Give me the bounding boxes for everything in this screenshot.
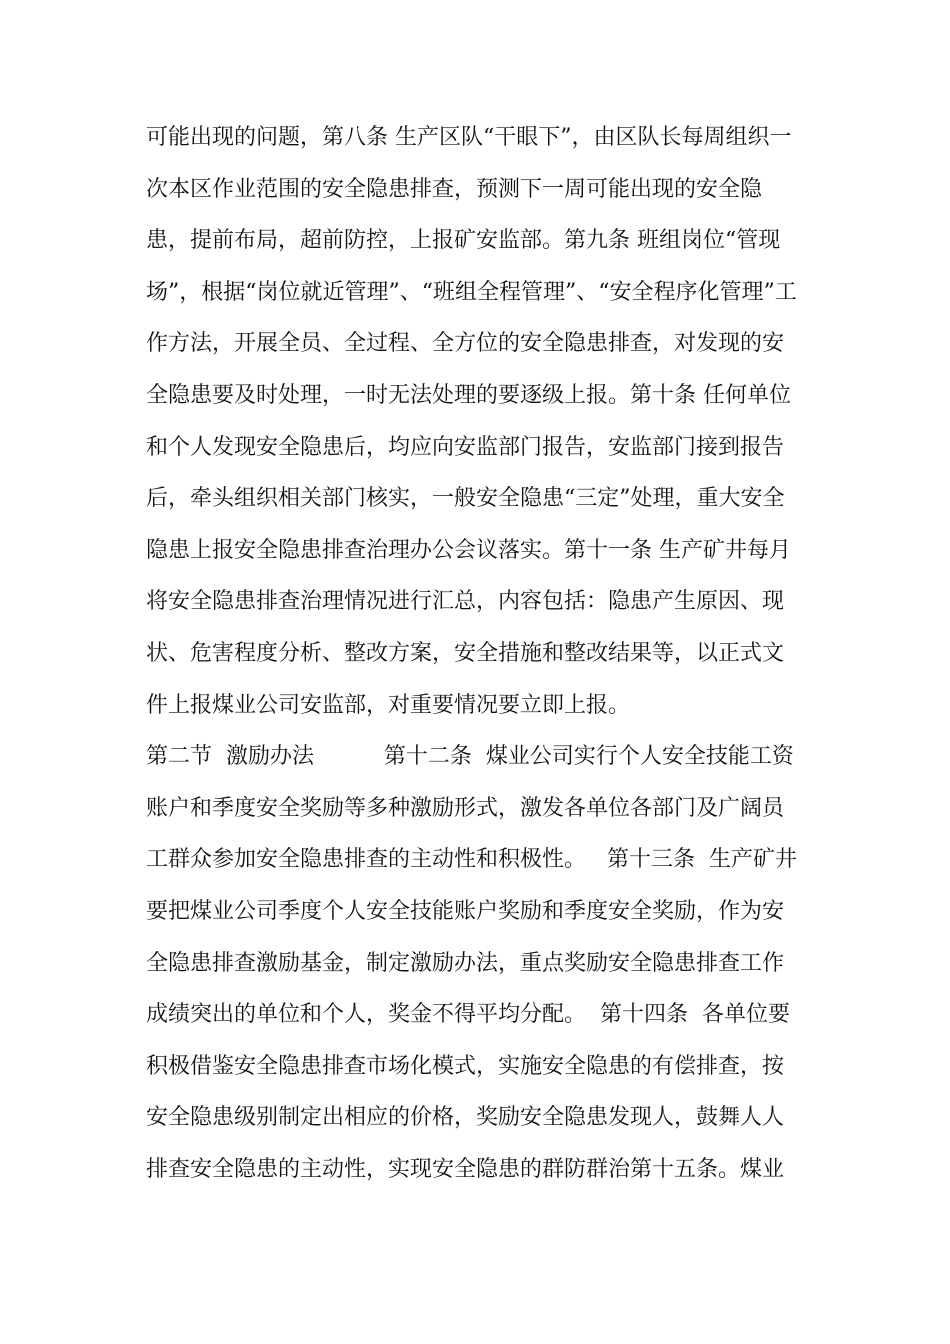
text-line: 将安全隐患排查治理情况进行汇总，内容包括：隐患产生原因、现 (146, 589, 785, 615)
text-line: 患，提前布局，超前防控，上报矿安监部。第九条 班组岗位“管现 (146, 228, 781, 254)
body-text (146, 118, 806, 1201)
text-line: 隐患上报安全隐患排查治理办公会议落实。第十一条 生产矿井每月 (146, 537, 791, 563)
text-line: 账户和季度安全奖励等多种激励形式，激发各单位各部门及广阔员 (146, 795, 785, 821)
text-line: 后，牵头组织相关部门核实，一般安全隐患“三定”处理，重大安全 (146, 486, 785, 512)
text-line: 和个人发现安全隐患后，均应向安监部门报告，安监部门接到报告 (146, 434, 785, 460)
text-line: 全隐患要及时处理，一时无法处理的要逐级上报。第十条 任何单位 (146, 382, 791, 408)
text-line: 安全隐患级别制定出相应的价格，奖励安全隐患发现人，鼓舞人人 (146, 1105, 785, 1131)
text-line: 状、危害程度分析、整改方案，安全措施和整改结果等，以正式文 (146, 640, 785, 666)
text-line: 全隐患排查激励基金，制定激励办法，重点奖励安全隐患排查工作 (146, 950, 785, 976)
text-line: 作方法，开展全员、全过程、全方位的安全隐患排查，对发现的安 (146, 331, 785, 357)
text-line: 可能出现的问题，第八条 生产区队“干眼下”，由区队长每周组织一 (146, 125, 792, 150)
text-line: 次本区作业范围的安全隐患排查，预测下一周可能出现的安全隐 (146, 176, 763, 202)
text-line: 工群众参加安全隐患排查的主动性和积极性。 第十三条 生产矿井 (146, 847, 797, 873)
text-line: 场”，根据“岗位就近管理”、“班组全程管理”、“安全程序化管理”工 (146, 279, 797, 305)
text-line: 排查安全隐患的主动性，实现安全隐患的群防群治第十五条。煤业 (146, 1156, 785, 1182)
text-line: 积极借鉴安全隐患排查市场化模式，实施安全隐患的有偿排查，按 (146, 1053, 785, 1079)
text-line: 要把煤业公司季度个人安全技能账户奖励和季度安全奖励，作为安 (146, 898, 785, 924)
text-line: 件上报煤业公司安监部，对重要情况要立即上报。 (146, 692, 631, 718)
section-heading-line: 第二节 激励办法 第十二条 煤业公司实行个人安全技能工资 (146, 744, 794, 770)
text-line: 成绩突出的单位和个人，奖金不得平均分配。 第十四条 各单位要 (146, 1002, 790, 1028)
